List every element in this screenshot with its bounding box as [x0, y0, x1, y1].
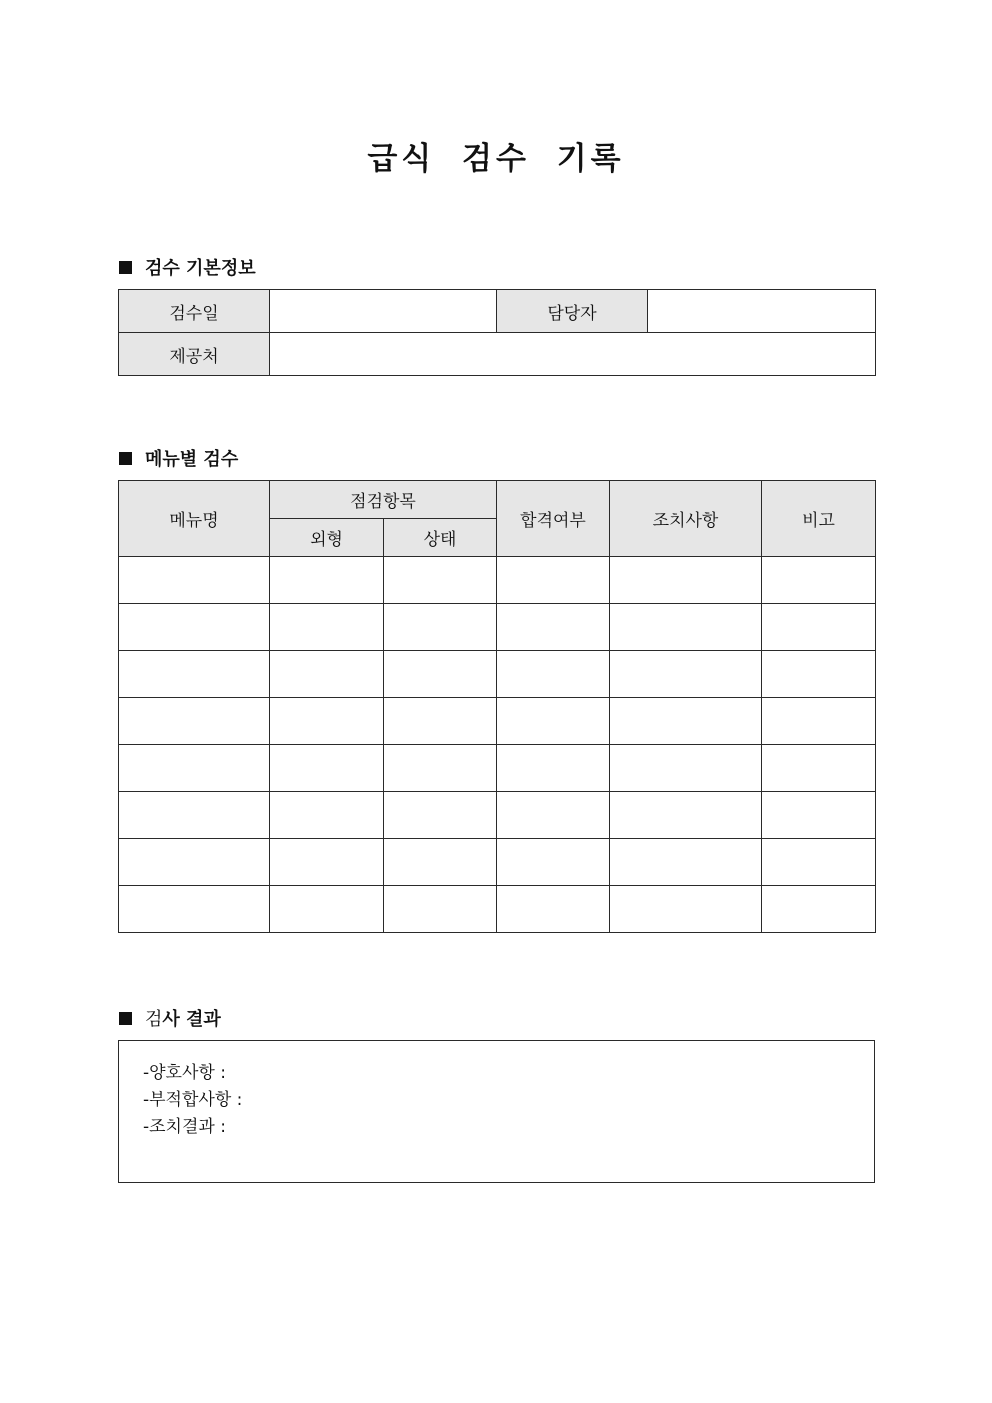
page-title: 급식 검수 기록 — [367, 141, 625, 177]
table-cell[interactable] — [384, 557, 497, 604]
table-cell[interactable] — [119, 745, 270, 792]
check-items-header: 점검항목 — [270, 481, 497, 519]
table-cell[interactable] — [497, 745, 610, 792]
inspection-date-label: 검수일 — [119, 290, 270, 333]
table-cell[interactable] — [610, 839, 762, 886]
table-row — [119, 698, 876, 745]
manager-label: 담당자 — [497, 290, 648, 333]
table-row — [119, 839, 876, 886]
table-cell[interactable] — [119, 886, 270, 933]
table-cell[interactable] — [119, 792, 270, 839]
table-row — [119, 557, 876, 604]
section-title: 사 결과 — [162, 1009, 221, 1030]
table-cell[interactable] — [610, 886, 762, 933]
supplier-label: 제공처 — [119, 333, 270, 376]
table-cell[interactable] — [762, 557, 876, 604]
section-heading-basic-info — [119, 254, 256, 280]
table-cell[interactable] — [497, 886, 610, 933]
table-cell[interactable] — [119, 839, 270, 886]
table-cell[interactable] — [270, 745, 384, 792]
table-cell[interactable] — [610, 698, 762, 745]
good-items-line: -양호사항 : — [143, 1063, 226, 1083]
section-heading-result — [119, 1005, 221, 1031]
table-cell[interactable] — [762, 886, 876, 933]
section-title-prefix: 검 — [145, 1009, 163, 1030]
table-cell[interactable] — [762, 604, 876, 651]
table-cell[interactable] — [270, 839, 384, 886]
table-cell[interactable] — [610, 745, 762, 792]
inspection-date-field[interactable] — [270, 290, 497, 333]
result-box[interactable] — [118, 1040, 875, 1183]
basic-info-table — [118, 289, 876, 376]
action-header: 조치사항 — [610, 481, 762, 557]
table-cell[interactable] — [497, 651, 610, 698]
table-cell[interactable] — [119, 604, 270, 651]
table-cell[interactable] — [610, 792, 762, 839]
table-row — [119, 886, 876, 933]
nonconforming-items-line: -부적합사항 : — [143, 1090, 243, 1110]
table-cell[interactable] — [270, 557, 384, 604]
table-cell[interactable] — [270, 651, 384, 698]
note-header: 비고 — [762, 481, 876, 557]
table-cell[interactable] — [384, 698, 497, 745]
table-row — [119, 604, 876, 651]
table-cell[interactable] — [610, 604, 762, 651]
table-cell[interactable] — [384, 745, 497, 792]
pass-header: 합격여부 — [497, 481, 610, 557]
table-cell[interactable] — [762, 745, 876, 792]
table-cell[interactable] — [270, 792, 384, 839]
section-title: 검수 기본정보 — [145, 258, 256, 279]
table-row — [119, 745, 876, 792]
table-cell[interactable] — [270, 886, 384, 933]
table-cell[interactable] — [497, 792, 610, 839]
section-title: 메뉴별 검수 — [145, 449, 239, 470]
action-result-line: -조치결과 : — [143, 1117, 226, 1137]
table-cell[interactable] — [119, 698, 270, 745]
supplier-field[interactable] — [270, 333, 876, 376]
table-cell[interactable] — [384, 604, 497, 651]
table-cell[interactable] — [384, 792, 497, 839]
table-cell[interactable] — [384, 839, 497, 886]
table-cell[interactable] — [762, 698, 876, 745]
table-cell[interactable] — [384, 886, 497, 933]
table-cell[interactable] — [119, 651, 270, 698]
square-bullet-icon — [119, 1012, 132, 1025]
table-cell[interactable] — [610, 557, 762, 604]
condition-header: 상태 — [384, 519, 497, 557]
manager-field[interactable] — [648, 290, 876, 333]
table-cell[interactable] — [384, 651, 497, 698]
menu-name-header: 메뉴명 — [119, 481, 270, 557]
menu-inspection-table — [118, 480, 876, 933]
table-cell[interactable] — [762, 839, 876, 886]
table-cell[interactable] — [497, 557, 610, 604]
square-bullet-icon — [119, 452, 132, 465]
table-cell[interactable] — [497, 698, 610, 745]
table-row — [119, 651, 876, 698]
table-cell[interactable] — [119, 557, 270, 604]
table-cell[interactable] — [497, 604, 610, 651]
appearance-header: 외형 — [270, 519, 384, 557]
table-cell[interactable] — [762, 792, 876, 839]
table-cell[interactable] — [497, 839, 610, 886]
table-row — [119, 792, 876, 839]
table-cell[interactable] — [762, 651, 876, 698]
section-heading-menu-inspection — [119, 445, 238, 471]
square-bullet-icon — [119, 261, 132, 274]
table-cell[interactable] — [270, 604, 384, 651]
table-cell[interactable] — [270, 698, 384, 745]
table-cell[interactable] — [610, 651, 762, 698]
